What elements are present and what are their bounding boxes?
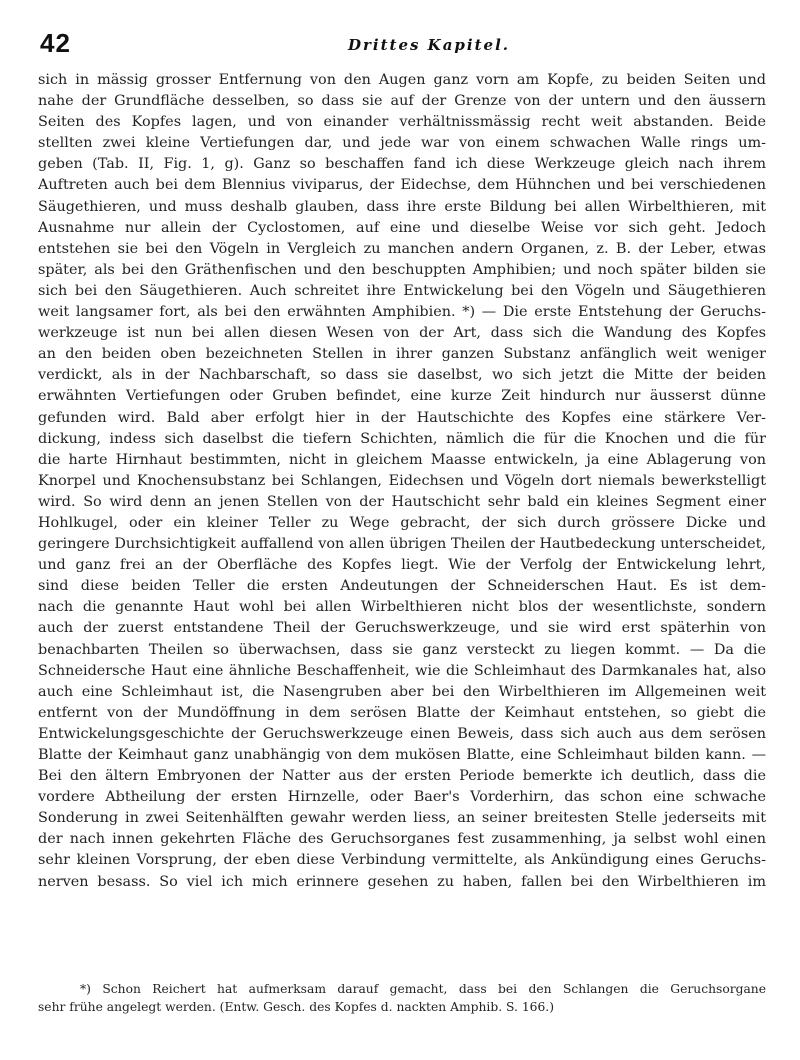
text-line: der nach innen gekehrten Fläche des Geruchsorganes fest zusammenhing, ja selbst wohl einen	[38, 831, 766, 848]
text-line: an den beiden oben bezeichneten Stellen in ihrer ganzen Substanz anfänglich weit weniger	[38, 346, 766, 363]
page-header	[38, 26, 766, 60]
text-line: wird. So wird denn an jenen Stellen von der Hautschicht sehr bald ein kleines Segment einer	[38, 493, 766, 510]
text-line: entstehen sie bei den Vögeln in Vergleich zu manchen andern Organen, z. B. der Leber, etwas	[38, 240, 766, 257]
text-line: Ausnahme nur allein der Cyclostomen, auf eine und dieselbe Weise vor sich geht. Jedoch	[38, 219, 766, 236]
text-line: geringere Durchsichtigkeit auffallend von allen übrigen Theilen der Hautbedeckung unterscheidet,	[38, 536, 766, 553]
text-line: nahe der Grundfläche desselben, so dass sie auf der Grenze von der untern und den äussern	[38, 93, 766, 110]
text-line: dickung, indess sich daselbst die tiefern Schichten, nämlich die für die Knochen und die für	[38, 430, 766, 447]
text-line: Entwickelungsgeschichte der Geruchswerkzeuge einen Beweis, dass sich auch aus dem serösen	[38, 725, 766, 742]
text-line: stellten zwei kleine Vertiefungen dar, und jede war von einem schwachen Walle rings um-	[38, 135, 766, 152]
book-page	[38, 26, 766, 1036]
text-line: geben (Tab. II, Fig. 1, g). Ganz so beschaffen fand ich diese Werkzeuge gleich nach ihrem	[38, 156, 766, 173]
text-line: auch der zuerst entstandene Theil der Geruchswerkzeuge, und sie wird erst späterhin von	[38, 620, 766, 637]
text-line: die harte Hirnhaut bestimmten, nicht in gleichem Maasse entwickeln, ja eine Ablagerung von	[38, 451, 766, 468]
text-line: gefunden wird. Bald aber erfolgt hier in der Hautschichte des Kopfes eine stärkere Ver-	[38, 409, 766, 426]
text-line: Säugethieren, und muss deshalb glauben, dass ihre erste Bildung bei allen Wirbelthieren, mit	[38, 198, 766, 215]
body-text	[38, 70, 766, 893]
text-line: Sonderung in zwei Seitenhälften gewahr werden liess, an seiner breitesten Stelle jederseits mit	[38, 810, 766, 827]
text-line: werkzeuge ist nun bei allen diesen Wesen von der Art, dass sich die Wandung des Kopfes	[38, 325, 766, 342]
text-line: sehr kleinen Vorsprung, der eben diese Verbindung vermittelte, als Ankündigung eines Geruchs-	[38, 852, 766, 869]
text-line: vordere Abtheilung der ersten Hirnzelle, oder Baer's Vorderhirn, das schon eine schwache	[38, 789, 766, 806]
text-line: Schneidersche Haut eine ähnliche Beschaffenheit, wie die Schleimhaut des Darmkanales hat, also	[38, 662, 766, 679]
text-line: Blatte der Keimhaut ganz unabhängig von dem mukösen Blatte, eine Schleimhaut bilden kann. —	[38, 747, 766, 763]
footnote-line: *) Schon Reichert hat aufmerksam darauf gemacht, dass bei den Schlangen die Geruchsorgane	[80, 982, 766, 996]
text-line: Bei den ältern Embryonen der Natter aus der ersten Periode bemerkte ich deutlich, dass die	[38, 768, 766, 785]
footnote	[38, 980, 766, 1016]
text-line: entfernt von der Mundöffnung in dem serösen Blatte der Keimhaut entstehen, so giebt die	[38, 704, 766, 721]
text-line: auch eine Schleimhaut ist, die Nasengruben aber bei den Wirbelthieren im Allgemeinen weit	[38, 683, 766, 700]
text-line: sich in mässig grosser Entfernung von den Augen ganz vorn am Kopfe, zu beiden Seiten und	[38, 72, 766, 88]
text-line: Hohlkugel, oder ein kleiner Teller zu Wege gebracht, der sich durch grössere Dicke und	[38, 514, 766, 531]
text-line: nerven besass. So viel ich mich erinnere gesehen zu haben, fallen bei den Wirbelthieren im	[38, 873, 766, 890]
text-line: verdickt, als in der Nachbarschaft, so dass sie daselbst, wo sich jetzt die Mitte der beiden	[38, 367, 766, 384]
text-line: nach die genannte Haut wohl bei allen Wirbelthieren nicht blos der wesentlichste, sondern	[38, 599, 766, 616]
text-line: Auftreten auch bei dem Blennius viviparus, der Eidechse, dem Hühnchen und bei verschiedenen	[38, 177, 766, 194]
text-line: Knorpel und Knochensubstanz bei Schlangen, Eidechsen und Vögeln dort niemals bewerkstelligt	[38, 472, 766, 489]
text-line: Seiten des Kopfes lagen, und von einander verhältnissmässig recht weit abstanden. Beide	[38, 114, 766, 131]
text-line: erwähnten Vertiefungen oder Gruben befindet, eine kurze Zeit hindurch nur äusserst dünne	[38, 388, 766, 405]
text-line: benachbarten Theilen so überwachsen, dass sie ganz versteckt zu liegen kommt. — Da die	[38, 641, 766, 658]
text-line: sind diese beiden Teller die ersten Andeutungen der Schneiderschen Haut. Es ist dem-	[38, 578, 766, 595]
footnote-line: sehr frühe angelegt werden. (Entw. Gesch. des Kopfes d. nackten Amphib. S. 166.)	[38, 1000, 555, 1014]
running-head: Drittes Kapitel.	[348, 36, 511, 54]
page-number: 42	[40, 28, 71, 58]
text-line: später, als bei den Gräthenfischen und den beschuppten Amphibien; und noch später bilden sie	[38, 261, 766, 278]
text-line: und ganz frei an der Oberfläche des Kopfes liegt. Wie der Verfolg der Entwickelung lehrt,	[38, 557, 766, 574]
text-line: sich bei den Säugethieren. Auch schreitet ihre Entwickelung bei den Vögeln und Säugethieren	[38, 282, 766, 299]
text-line: weit langsamer fort, als bei den erwähnten Amphibien. *) — Die erste Entstehung der Geruchs-	[38, 304, 766, 321]
